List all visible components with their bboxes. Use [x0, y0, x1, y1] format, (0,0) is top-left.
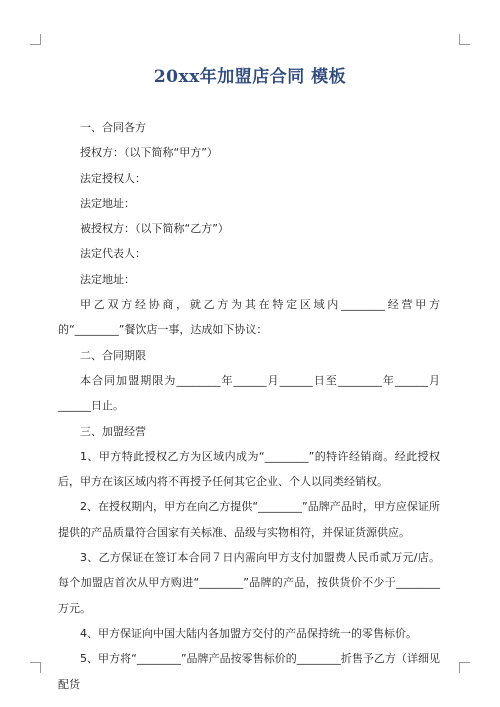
crop-mark-top-left — [30, 34, 41, 45]
clause-2: 2、在授权期内，甲方在向乙方提供“________”品牌产品时，甲方应保证所提供的产品质量符合国家有关标准、品级与实物相符，并保证货源供应。 — [58, 500, 440, 539]
crop-mark-bottom-left — [30, 662, 41, 673]
party-b-legal-address: 法定地址： — [80, 272, 135, 286]
party-b-legal-representative: 法定代表人： — [80, 247, 146, 261]
crop-mark-top-right — [459, 34, 470, 45]
clause-5: 5、甲方将“________”品牌产品按零售标价的________折售予乙方（详细见配货 — [58, 652, 440, 691]
clause-3: 3、乙方保证在签订本合同７日内需向甲方支付加盟费人民币贰万元/店。每个加盟店首次从甲方购进“________”品牌的产品，按供货价不少于________万元。 — [58, 551, 440, 615]
document-title: 20xx年加盟店合同 模板 — [153, 67, 347, 87]
party-a-legal-address: 法定地址： — [80, 196, 135, 210]
party-b-line: 被授权方：（以下简称“乙方”） — [80, 222, 229, 236]
clause-1: 1、甲方特此授权乙方为区域内成为“________”的特许经销商。经此授权后，甲方在该区域内将不再授予任何其它企业、个人以同类经销权。 — [58, 449, 440, 489]
section-heading-parties: 一、合同各方 — [80, 121, 146, 134]
section-heading-franchise: 三、加盟经营 — [80, 424, 146, 438]
section-heading-term: 二、合同期限 — [80, 348, 146, 362]
party-a-legal-authorizer: 法定授权人： — [80, 171, 146, 185]
clause-4: 4、甲方保证向中国大陆内各加盟方交付的产品保持统一的零售标价。 — [80, 626, 417, 640]
party-a-line: 授权方：（以下简称“甲方”） — [80, 146, 218, 160]
term-paragraph: 本合同加盟期限为________年______月______日至________年______月______日止。 — [58, 373, 440, 413]
document-body — [58, 115, 440, 697]
agreement-intro-paragraph: 甲乙双方经协商，就乙方为其在特定区域内________经营甲方的“________”餐饮店一事，达成如下协议： — [58, 298, 440, 337]
crop-mark-bottom-right — [459, 662, 470, 673]
